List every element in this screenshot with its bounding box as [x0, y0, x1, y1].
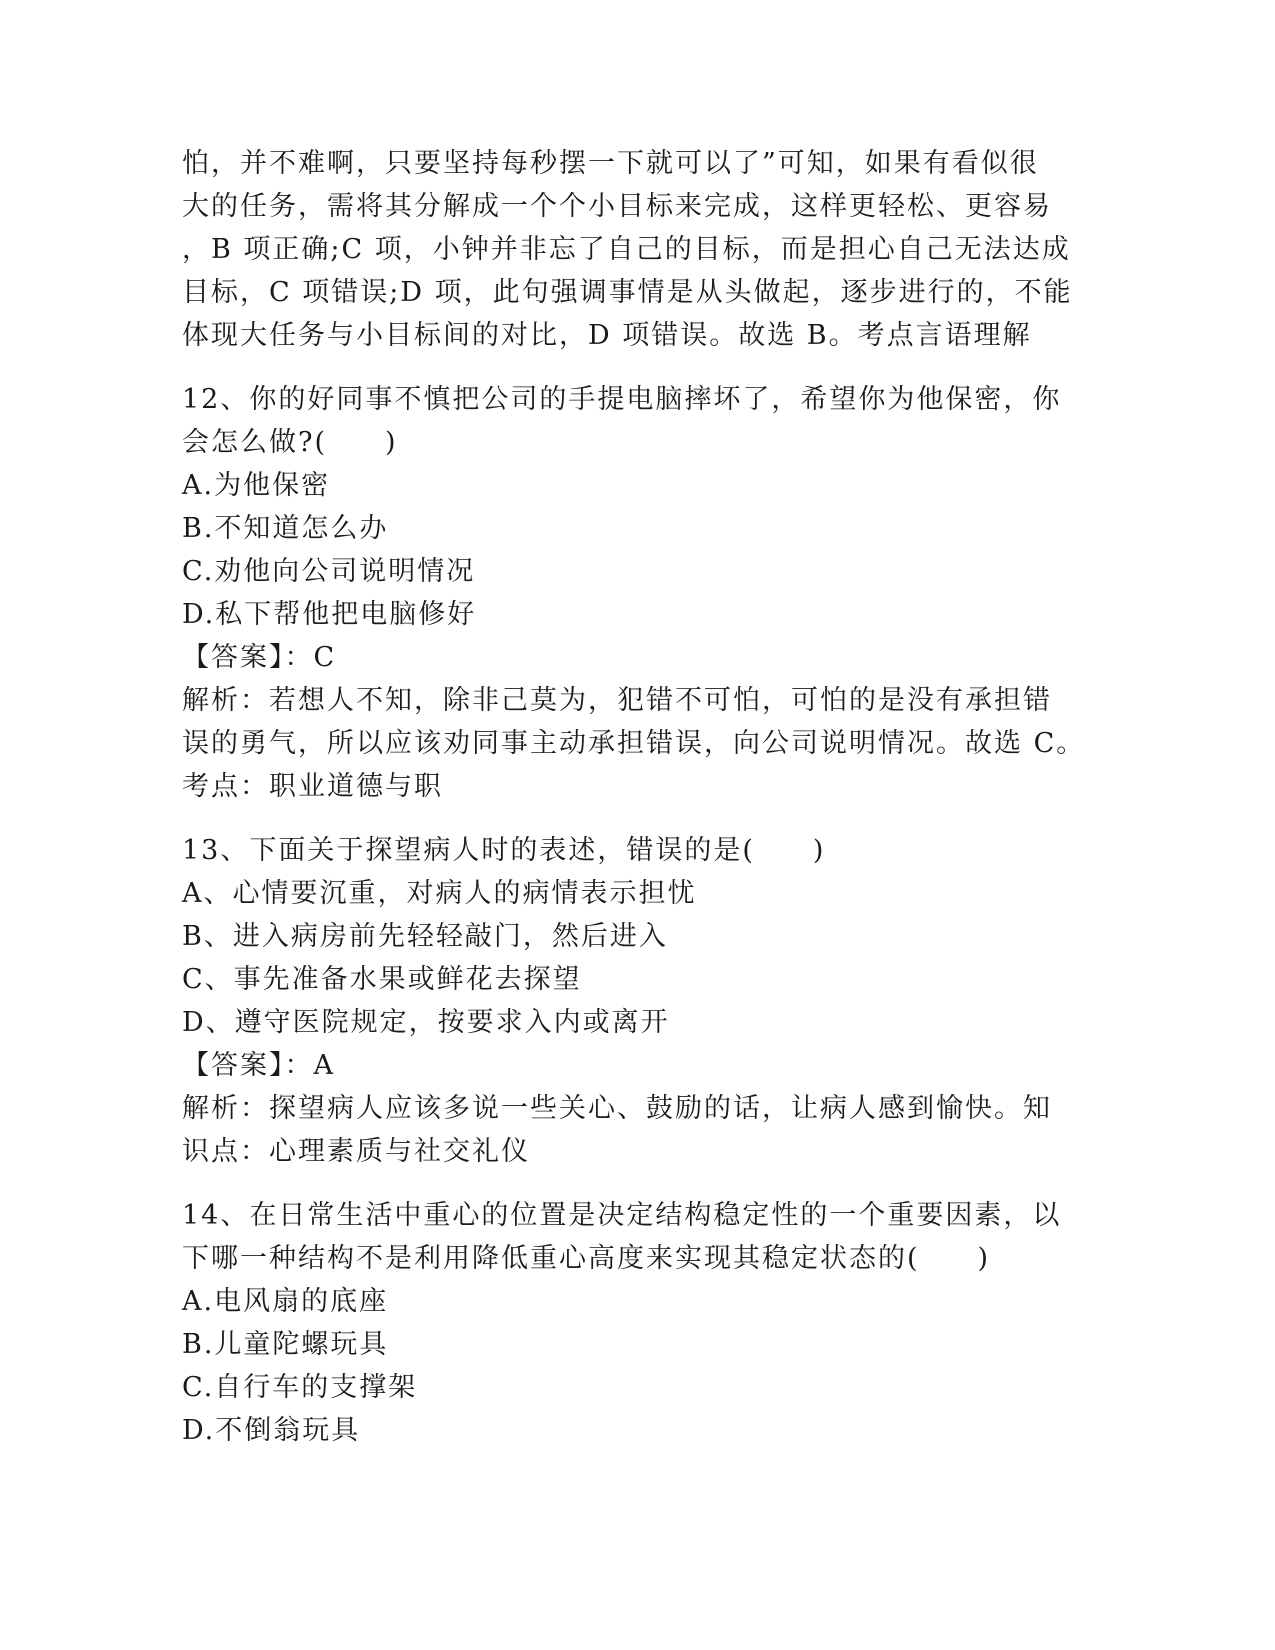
- text-line: 怕，并不难啊，只要坚持每秒摆一下就可以了”可知，如果有看似很: [182, 148, 1039, 179]
- option-c: C.自行车的支撑架: [182, 1372, 418, 1403]
- option-b: B.儿童陀螺玩具: [182, 1329, 389, 1360]
- question-stem: 下哪一种结构不是利用降低重心高度来实现其稳定状态的( ): [182, 1243, 991, 1274]
- document-page: [182, 142, 1086, 1452]
- question-stem: 12、你的好同事不慎把公司的手提电脑摔坏了，希望你为他保密，你: [182, 384, 1062, 415]
- option-b: B.不知道怎么办: [182, 513, 389, 544]
- option-a: A.为他保密: [182, 470, 331, 501]
- previous-analysis-continuation: [182, 142, 1073, 357]
- option-c: C.劝他向公司说明情况: [182, 556, 476, 587]
- analysis-line: 解析：若想人不知，除非己莫为，犯错不可怕，可怕的是没有承担错: [182, 685, 1052, 716]
- question-stem: 13、下面关于探望病人时的表述，错误的是( ): [182, 835, 826, 866]
- answer: 【答案】：A: [182, 1050, 335, 1081]
- option-b: B、进入病房前先轻轻敲门，然后进入: [182, 921, 668, 952]
- answer: 【答案】：C: [182, 642, 337, 673]
- question-stem: 14、在日常生活中重心的位置是决定结构稳定性的一个重要因素，以: [182, 1200, 1062, 1231]
- option-d: D.不倒翁玩具: [182, 1415, 361, 1446]
- analysis-line: 考点：职业道德与职: [182, 771, 443, 802]
- option-d: D.私下帮他把电脑修好: [182, 599, 477, 630]
- option-d: D、遵守医院规定，按要求入内或离开: [182, 1007, 670, 1038]
- text-line: 体现大任务与小目标间的对比，D 项错误。故选 B。考点言语理解: [182, 320, 1032, 351]
- text-line: ，B 项正确;C 项，小钟并非忘了自己的目标，而是担心自己无法达成: [182, 234, 1071, 265]
- text-line: 大的任务，需将其分解成一个个小目标来完成，这样更轻松、更容易: [182, 191, 1052, 222]
- question-12: [182, 378, 1086, 808]
- question-13: [182, 829, 1062, 1173]
- analysis-line: 解析：探望病人应该多说一些关心、鼓励的话，让病人感到愉快。知: [182, 1093, 1052, 1124]
- option-a: A.电风扇的底座: [182, 1286, 389, 1317]
- question-14: [182, 1194, 1062, 1452]
- text-line: 目标，C 项错误;D 项，此句强调事情是从头做起，逐步进行的，不能: [182, 277, 1073, 308]
- option-c: C、事先准备水果或鲜花去探望: [182, 964, 582, 995]
- analysis-line: 识点：心理素质与社交礼仪: [182, 1136, 530, 1167]
- question-stem: 会怎么做?( ): [182, 427, 398, 458]
- analysis-line: 误的勇气，所以应该劝同事主动承担错误，向公司说明情况。故选 C。: [182, 728, 1086, 759]
- option-a: A、心情要沉重，对病人的病情表示担忧: [182, 878, 697, 909]
